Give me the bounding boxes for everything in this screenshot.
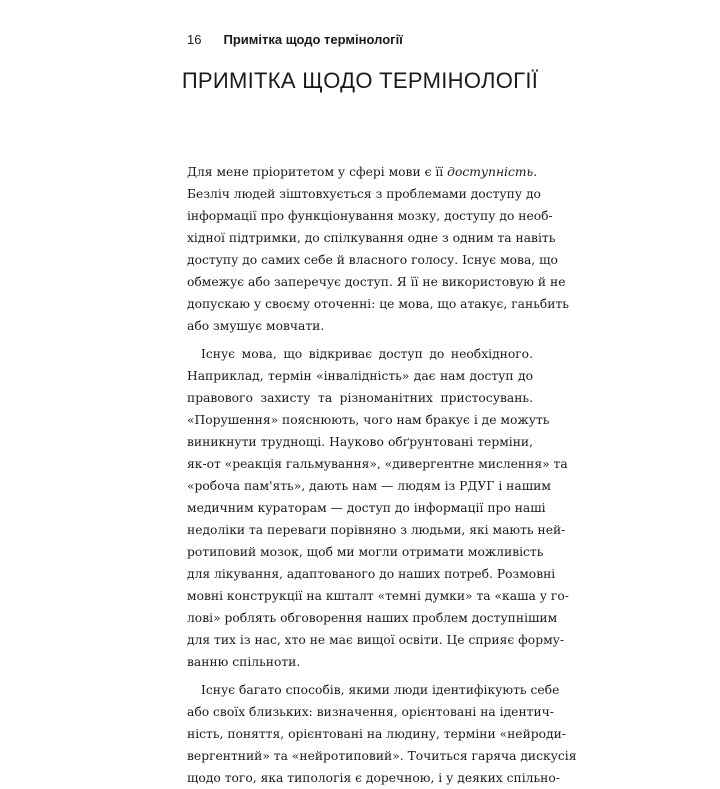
text-line: обмежує або заперечує доступ. Я її не використовую й не — [187, 275, 566, 289]
text-line: медичним кураторам — доступ до інформації про наші — [187, 501, 546, 515]
text-line: допускаю у своєму оточенні: це мова, що атакує, ганьбить — [187, 297, 570, 311]
text-line: Наприклад, термін «інвалідність» дає нам доступ до — [187, 369, 533, 383]
text-line: лові» роблять обговорення наших проблем доступнішим — [187, 611, 558, 625]
text-line: для тих із нас, хто не має вищої освіти. Це сприяє форму- — [187, 633, 565, 647]
text-line: або змушує мовчати. — [187, 319, 325, 333]
text-line: недоліки та переваги порівняно з людьми, які мають ней- — [187, 523, 566, 537]
text-line: як-от «реакція гальмування», «дивергентне мислення» та — [187, 457, 568, 471]
text-line: мовні конструкції на кшталт «темні думки» та «каша у го- — [187, 589, 569, 603]
text-line: Безліч людей зіштовхується з проблемами доступу до — [187, 187, 541, 201]
text-line: інформації про функціонування мозку, доступу до необ- — [187, 209, 553, 223]
text-line: ванню спільноти. — [187, 655, 301, 669]
text-segment: Для мене пріоритетом у сфері мови є її — [187, 165, 448, 179]
chapter-title: ПРИМІТКА ЩОДО ТЕРМІНОЛОГІЇ — [181, 68, 539, 93]
text-line: хідної підтримки, до спілкування одне з одним та навіть — [187, 231, 556, 245]
text-line: ротиповий мозок, щоб ми могли отримати можливість — [187, 545, 544, 559]
text-line: Існує багато способів, якими люди ідентифікують себе — [201, 683, 560, 697]
text-segment: . — [533, 165, 538, 179]
text-line — [187, 161, 538, 183]
text-line: «робоча пам'ять», дають нам — людям із РДУГ і нашим — [187, 479, 551, 493]
body-text — [187, 161, 577, 789]
text-line: Існує мова, що відкриває доступ до необхідного. — [201, 347, 533, 361]
text-line: або своїх близьких: визначення, орієнтовані на ідентич- — [187, 705, 554, 719]
running-head-title: Примітка щодо термінології — [223, 32, 403, 47]
text-line: щодо того, яка типологія є доречною, і у деяких спільно- — [187, 771, 560, 785]
text-line: «Порушення» пояснюють, чого нам бракує і де можуть — [187, 413, 550, 427]
text-line: правового захисту та різноманітних пристосувань. — [187, 391, 533, 405]
text-line: виникнути труднощі. Науково обґрунтовані терміни, — [187, 435, 533, 449]
emphasis-text: доступність — [447, 165, 534, 179]
text-line: доступу до самих себе й власного голосу. Існує мова, що — [187, 253, 558, 267]
page-number: 16 — [187, 32, 202, 47]
text-line: вергентний» та «нейротиповий». Точиться гаряча дискусія — [187, 749, 577, 763]
running-head — [187, 32, 403, 48]
text-line: ність, поняття, орієнтовані на людину, терміни «нейроди- — [187, 727, 566, 741]
text-line: для лікування, адаптованого до наших потреб. Розмовні — [187, 567, 556, 581]
